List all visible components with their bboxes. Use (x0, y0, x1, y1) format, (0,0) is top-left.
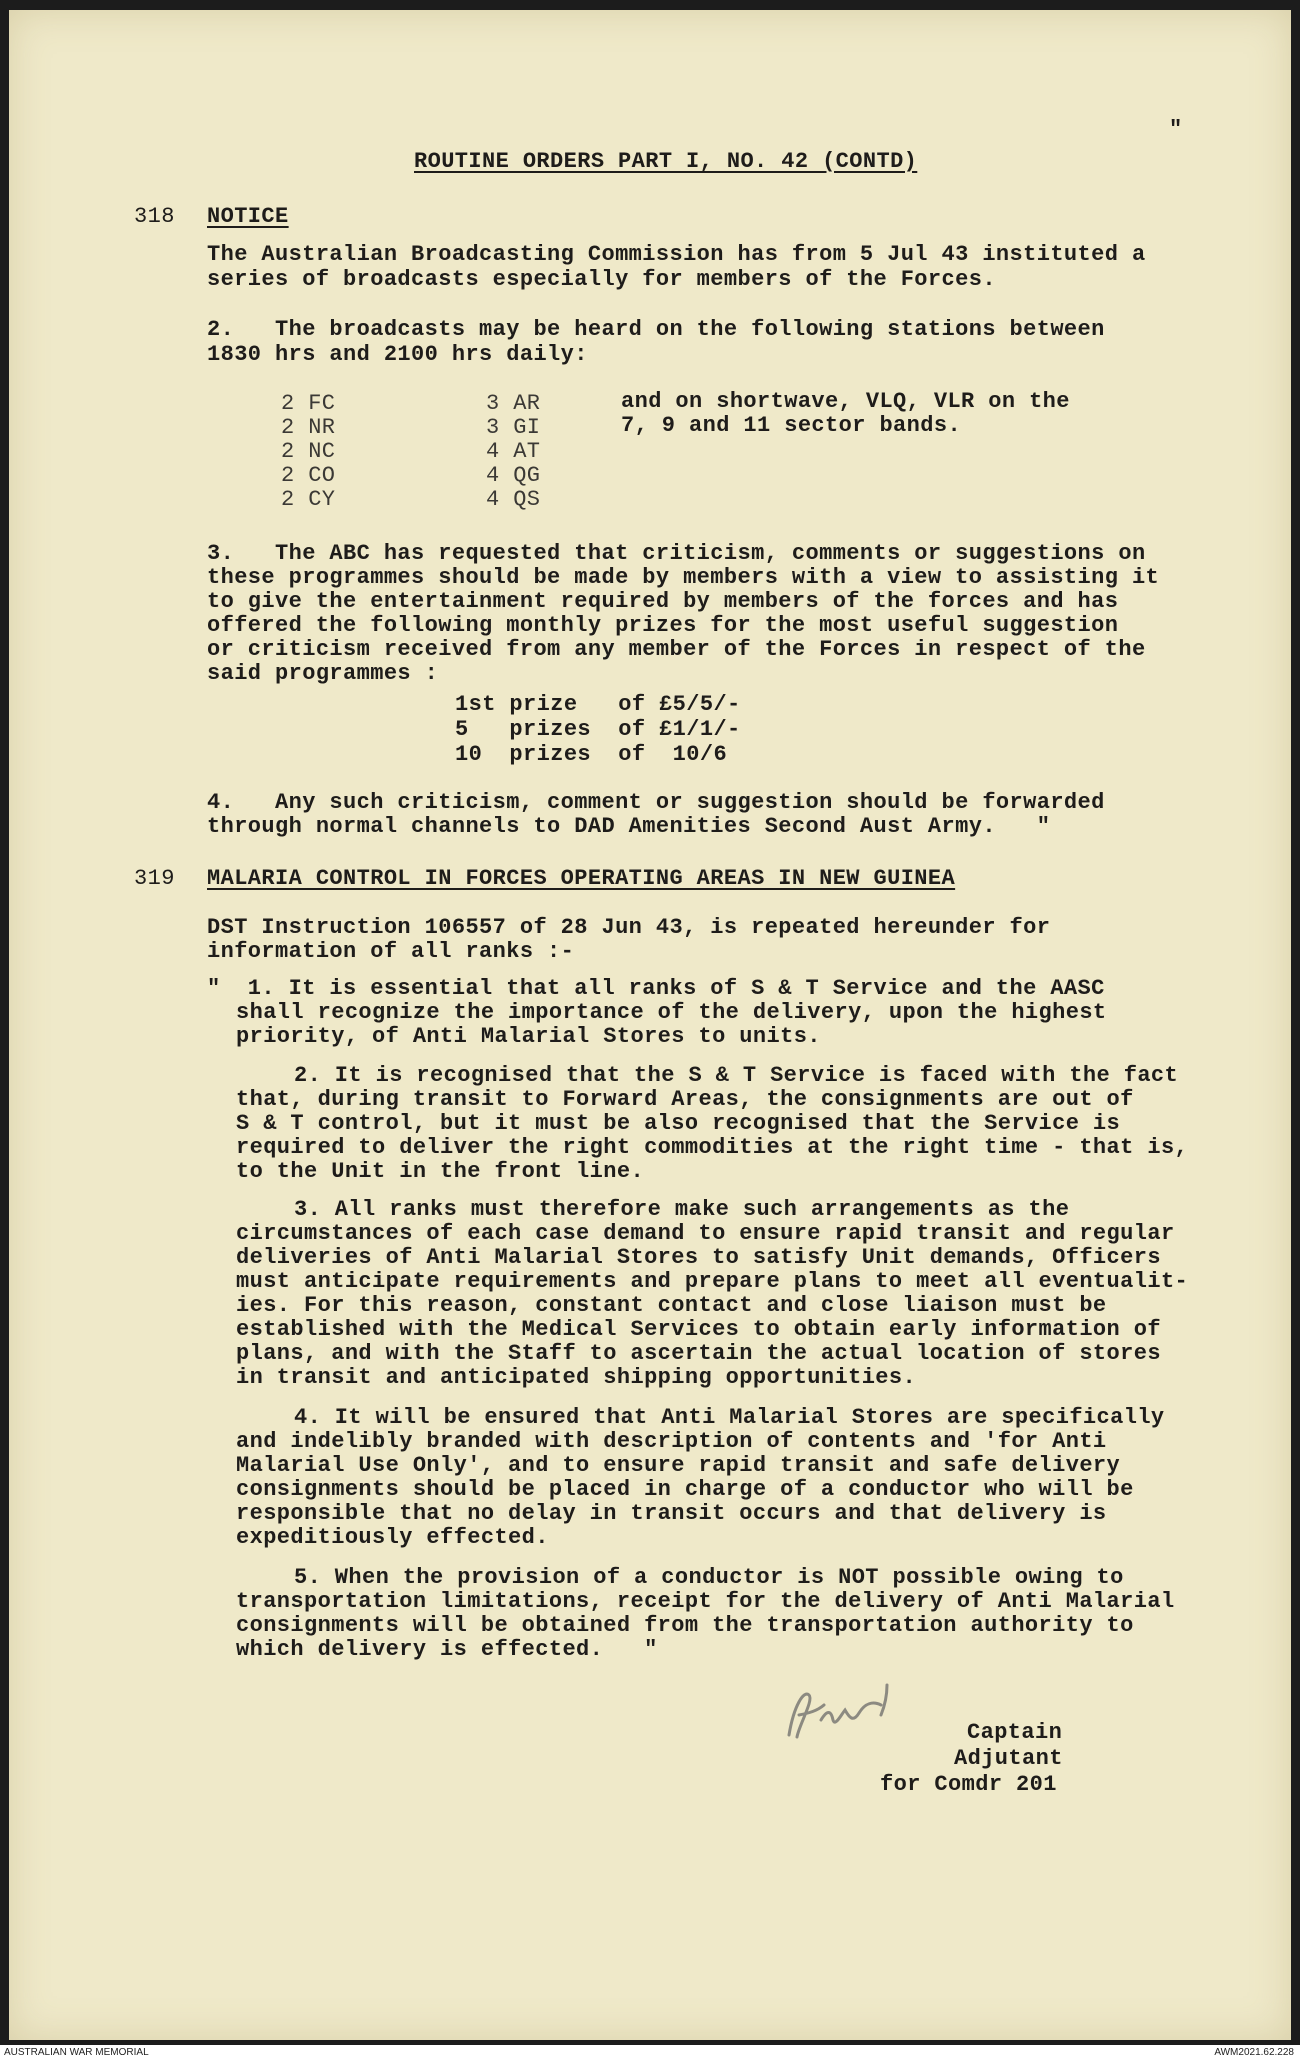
station-2fc: 2 FC (281, 391, 336, 416)
document-title: ROUTINE ORDERS PART I, NO. 42 (CONTD) (414, 149, 918, 174)
shortwave-line1: and on shortwave, VLQ, VLR on the (621, 389, 1070, 414)
s318-para4-line2: through normal channels to DAD Amenities Second Aust Army. " (207, 814, 1051, 839)
s319-p5-line4: which delivery is effected. " (236, 1637, 658, 1662)
s319-p1-line1: " 1. It is essential that all ranks of S & T Service and the AASC (207, 976, 1105, 1001)
prize-line-3: 10 prizes of 10/6 (455, 742, 728, 767)
signature-rank: Captain (967, 1720, 1063, 1745)
section-318-number: 318 (134, 204, 175, 229)
s319-p2-line2: that, during transit to Forward Areas, the consignments are out of (236, 1087, 1134, 1112)
prize-line-2: 5 prizes of £1/1/- (455, 717, 741, 742)
s319-intro-line1: DST Instruction 106557 of 28 Jun 43, is repeated hereunder for (207, 915, 1051, 940)
s319-intro-line2: information of all ranks :- (207, 939, 575, 964)
s319-p3-line5: ies. For this reason, constant contact and close liaison must be (236, 1293, 1107, 1318)
s318-para2-line1: 2. The broadcasts may be heard on the following stations between (207, 317, 1105, 342)
s319-p2-line5: to the Unit in the front line. (236, 1159, 645, 1184)
s319-p4-line4: consignments should be placed in charge of a conductor who will be (236, 1477, 1134, 1502)
s319-p4-line1: 4. It will be ensured that Anti Malarial Stores are specifically (294, 1405, 1165, 1430)
station-2co: 2 CO (281, 463, 336, 488)
station-4at: 4 AT (486, 439, 541, 464)
s319-p5-line3: consignments will be obtained from the transportation authority to (236, 1613, 1134, 1638)
archive-footer (0, 2045, 1300, 2061)
s318-para1-line1: The Australian Broadcasting Commission has from 5 Jul 43 instituted a (207, 242, 1146, 267)
station-2nr: 2 NR (281, 415, 336, 440)
s319-p2-line1: 2. It is recognised that the S & T Service is faced with the fact (294, 1063, 1179, 1088)
s318-para3-line2: these programmes should be made by members with a view to assisting it (207, 565, 1160, 590)
shortwave-line2: 7, 9 and 11 sector bands. (621, 413, 962, 438)
s319-p3-line7: plans, and with the Staff to ascertain the actual location of stores (236, 1341, 1161, 1366)
s319-p2-line3: S & T control, but it must be also recognised that the Service is (236, 1111, 1121, 1136)
section-319-heading: MALARIA CONTROL IN FORCES OPERATING AREAS IN NEW GUINEA (207, 866, 956, 891)
document-page (9, 10, 1291, 2040)
s319-p5-line2: transportation limitations, receipt for the delivery of Anti Malarial (236, 1589, 1175, 1614)
station-3ar: 3 AR (486, 391, 541, 416)
s319-p3-line8: in transit and anticipated shipping opportunities. (236, 1365, 917, 1390)
signature-appointment: Adjutant (954, 1746, 1063, 1771)
handwritten-signature (769, 1665, 919, 1755)
s319-p4-line6: expeditiously effected. (236, 1525, 549, 1550)
s319-p4-line2: and indelibly branded with description of contents and 'for Anti (236, 1429, 1107, 1454)
s319-p3-line6: established with the Medical Services to obtain early information of (236, 1317, 1161, 1342)
s318-para3-line6: said programmes : (207, 661, 439, 686)
s319-p4-line3: Malarial Use Only', and to ensure rapid transit and safe delivery (236, 1453, 1121, 1478)
s319-p2-line4: required to deliver the right commodities at the right time - that is, (236, 1135, 1189, 1160)
signature-for: for Comdr 201 (880, 1772, 1057, 1797)
footer-institution: AUSTRALIAN WAR MEMORIAL (4, 2047, 149, 2058)
s319-p3-line4: must anticipate requirements and prepare plans to meet all eventualit- (236, 1269, 1189, 1294)
s319-p3-line1: 3. All ranks must therefore make such arrangements as the (294, 1197, 1070, 1222)
station-2nc: 2 NC (281, 439, 336, 464)
corner-mark: " (1169, 117, 1183, 142)
station-4qs: 4 QS (486, 487, 541, 512)
s318-para1-line2: series of broadcasts especially for members of the Forces. (207, 267, 996, 292)
s319-p3-line2: circumstances of each case demand to ensure rapid transit and regular (236, 1221, 1175, 1246)
s319-p5-line1: 5. When the provision of a conductor is NOT possible owing to (294, 1565, 1124, 1590)
station-3gi: 3 GI (486, 415, 541, 440)
section-319-number: 319 (134, 866, 175, 891)
station-2cy: 2 CY (281, 487, 336, 512)
footer-accession-number: AWM2021.62.228 (1214, 2047, 1294, 2058)
s318-para2-line2: 1830 hrs and 2100 hrs daily: (207, 342, 588, 367)
s319-p1-line2: shall recognize the importance of the delivery, upon the highest (236, 1000, 1107, 1025)
s319-p1-line3: priority, of Anti Malarial Stores to units. (236, 1024, 821, 1049)
s318-para3-line4: offered the following monthly prizes for the most useful suggestion (207, 613, 1119, 638)
s319-p3-line3: deliveries of Anti Malarial Stores to satisfy Unit demands, Officers (236, 1245, 1161, 1270)
s318-para3-line5: or criticism received from any member of the Forces in respect of the (207, 637, 1146, 662)
s319-p4-line5: responsible that no delay in transit occurs and that delivery is (236, 1501, 1107, 1526)
s318-para4-line1: 4. Any such criticism, comment or suggestion should be forwarded (207, 790, 1105, 815)
station-4qg: 4 QG (486, 463, 541, 488)
prize-line-1: 1st prize of £5/5/- (455, 692, 741, 717)
s318-para3-line3: to give the entertainment required by members of the forces and has (207, 589, 1119, 614)
s318-para3-line1: 3. The ABC has requested that criticism, comments or suggestions on (207, 541, 1146, 566)
section-318-heading: NOTICE (207, 204, 289, 229)
